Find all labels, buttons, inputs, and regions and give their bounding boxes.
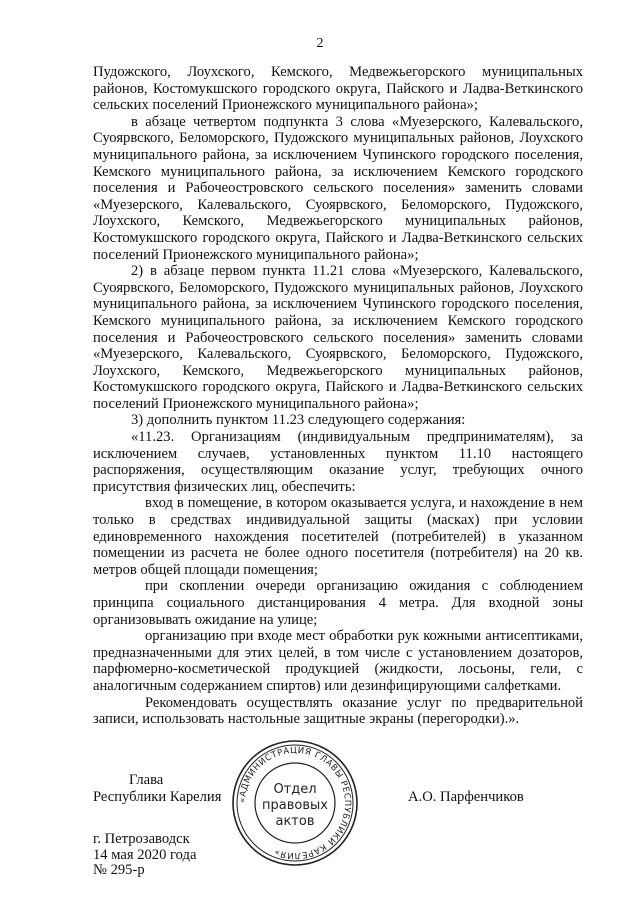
paragraph: Рекомендовать осуществлять оказание услуг по предварительной записи, использовать настольные защитные экраны (перегородки).». [93,694,583,728]
stamp-line1: Отдел [273,782,317,797]
stamp-line3: актов [275,814,315,829]
signatory-name: А.О. Парфенчиков [408,789,524,805]
paragraph: организацию при входе мест обработки рук кожными антисептиками, предназначенными для этих целей, в том числе с установлением дозаторов, парфюмерно-косметической продукцией (жидкости, лосьоны, гели, с аналогичным содержанием спиртов) или дезинфицирующими салфетками. [93,628,583,694]
paragraph: Пудожского, Лоухского, Кемского, Медвежьегорского муниципальных районов, Костомукшского городского округа, Пайского и Ладва-Веткинского сельских поселений Прионежского муниципального района»; [93,64,583,114]
paragraph: 3) дополнить пунктом 11.23 следующего содержания: [131,412,466,429]
official-stamp [230,738,360,868]
paragraph: «11.23. Организациям (индивидуальным предпринимателям), за исключением случаев, установленных пунктом 11.10 настоящего распоряжения, осуществляющим оказание услуг, требующих очного присутствия физических лиц, обеспечить: [93,429,583,495]
paragraph: при скоплении очереди организацию ожидания с соблюдением принципа социального дистанцирования 4 метра. Для входной зоны организовывать ожидание на улице; [93,578,583,628]
signatory-title [93,772,221,806]
paragraph: вход в помещение, в котором оказывается услуга, и нахождение в нем только в средствах индивидуальной защиты (масках) при условии единовременного нахождения посетителей (потребителей) в указанном помещении из расчета не более одного посетителя (потребителя) на 20 кв. метров общей площади помещения; [93,495,583,578]
page-number: 2 [316,36,324,51]
place: г. Петрозаводск [93,831,190,847]
date: 14 мая 2020 года [93,846,197,863]
document-number: № 295-р [93,862,145,878]
place-date-block [93,832,196,879]
document-body [93,64,583,728]
stamp-line2: правовых [262,798,328,813]
stamp-ring-text: «АДМИНИСТРАЦИЯ ГЛАВЫ РЕСПУБЛИКИ КАРЕЛИЯ» [237,745,353,861]
paragraph: в абзаце четвертом подпункта 3 слова «Муезерского, Калевальского, Суоярвского, Беломорского, Пудожского муниципальных районов, Лоухского муниципального района, за исключением Чупинского городского поселения, Кемского муниципального района, за исключением Кемского городского поселения и Рабочеостровского сельского поселения» заменить словами «Муезерского, Калевальского, Суоярвского, Беломорского, Пудожского, Лоухского, Кемского, Медвежьегорского муниципальных районов, Костомукшского городского округа, Пайского и Ладва-Веткинского сельских поселений Прионежского муниципального района»; [93,113,583,263]
signatory-title-line2: Республики Карелия [93,789,222,805]
signatory-title-line1: Глава [129,772,164,788]
paragraph: 2) в абзаце первом пункта 11.21 слова «Муезерского, Калевальского, Суоярвского, Беломорского, Пудожского муниципальных районов, Лоухского муниципального района, за исключением Чупинского городского поселения, Кемского муниципального района, за исключением Кемского городского поселения и Рабочеостровского сельского поселения» заменить словами «Муезерского, Калевальского, Суоярвского, Беломорского, Пудожского, Лоухского, Кемского, Медвежьегорского муниципальных районов, Костомукшского городского округа, Пайского и Ладва-Веткинского сельских поселений Прионежского муниципального района»; [93,263,583,412]
